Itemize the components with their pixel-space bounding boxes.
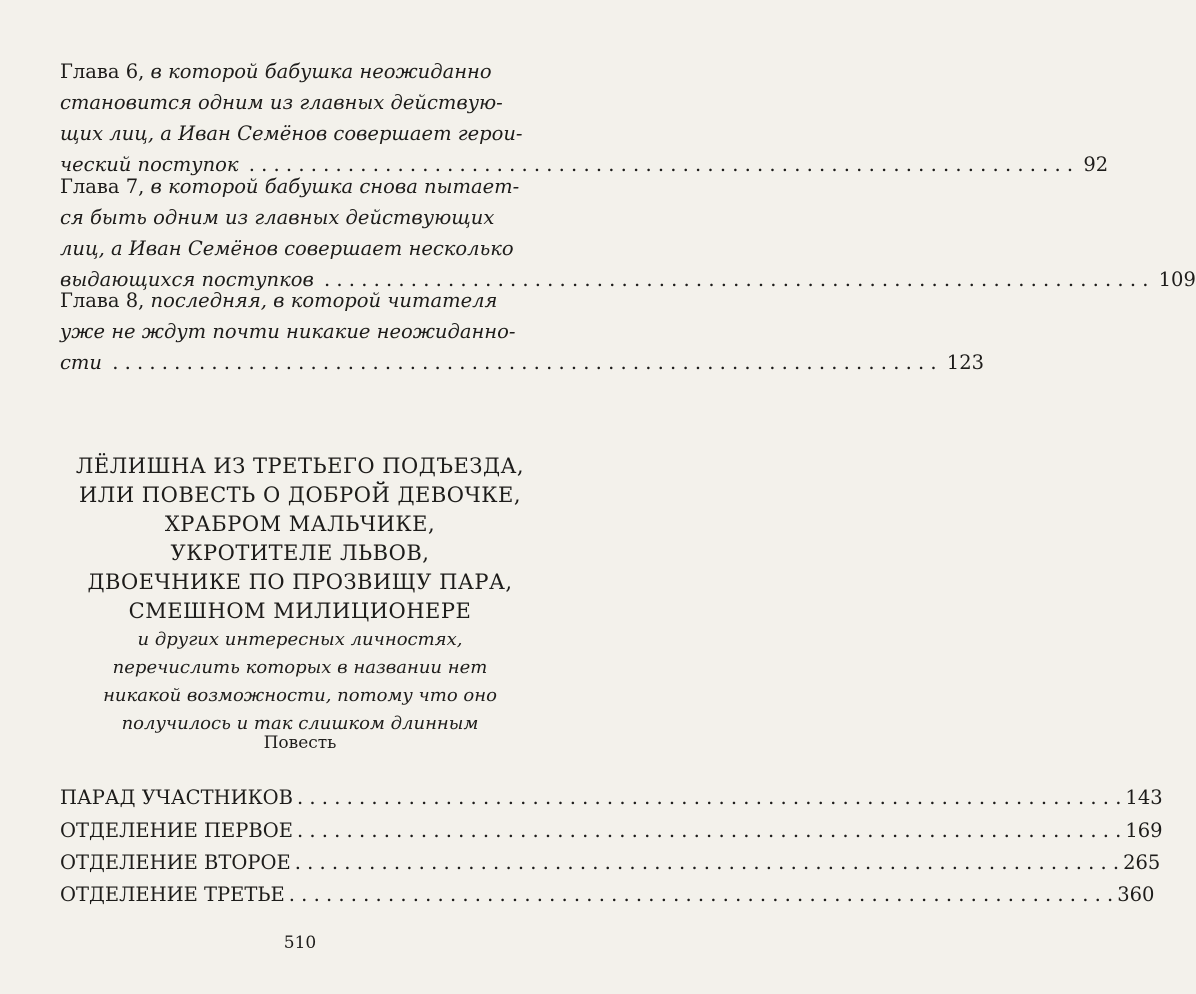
genre-label: Повесть xyxy=(263,733,337,753)
chapter-label: Глава 8, xyxy=(60,289,145,312)
toc-entry-part[interactable] xyxy=(60,817,1163,845)
title-line: ХРАБРОМ МАЛЬЧИКЕ, xyxy=(164,512,436,536)
page-ref: 143 xyxy=(1125,786,1163,809)
work-title xyxy=(40,452,560,738)
chapter-text: последняя, в которой читателя xyxy=(150,289,498,312)
toc-line: становится одним из главных действую- xyxy=(60,91,503,114)
page-number: 510 xyxy=(283,933,317,953)
subtitle-line: никакой возможности, потому что оно xyxy=(103,685,497,706)
toc-line xyxy=(60,171,544,202)
title-line: СМЕШНОМ МИЛИЦИОНЕРЕ xyxy=(128,599,472,623)
part-label: ОТДЕЛЕНИЕ ПЕРВОЕ xyxy=(60,819,293,842)
toc-entry-part[interactable] xyxy=(60,849,1161,877)
dot-leader xyxy=(289,881,1113,909)
dot-leader xyxy=(297,817,1121,845)
chapter-text: в которой бабушка снова пытает- xyxy=(150,175,520,198)
toc-entry-part[interactable] xyxy=(60,784,1163,812)
toc-entry-part[interactable] xyxy=(60,881,1155,909)
toc-entry-chapter-6[interactable] xyxy=(60,56,1109,180)
dot-leader xyxy=(112,351,936,374)
title-line: УКРОТИТЕЛЕ ЛЬВОВ, xyxy=(170,541,430,565)
page-ref: 169 xyxy=(1125,819,1163,842)
chapter-label: Глава 7, xyxy=(60,175,145,198)
toc-line: лиц, а Иван Семёнов совершает несколько xyxy=(60,237,514,260)
subtitle-line: перечислить которых в названии нет xyxy=(112,657,488,678)
dot-leader xyxy=(297,784,1121,812)
toc-entry-chapter-7[interactable] xyxy=(60,171,1196,295)
part-label: ОТДЕЛЕНИЕ ТРЕТЬЕ xyxy=(60,883,285,906)
chapter-label: Глава 6, xyxy=(60,60,145,83)
toc-line: щих лиц, а Иван Семёнов совершает герои- xyxy=(60,122,523,145)
page-ref: 265 xyxy=(1123,851,1161,874)
toc-line xyxy=(60,56,544,87)
subtitle-line: и других интересных личностях, xyxy=(137,629,463,650)
page-ref: 360 xyxy=(1117,883,1155,906)
chapter-text: ческий поступок xyxy=(60,153,239,176)
title-line: ИЛИ ПОВЕСТЬ О ДОБРОЙ ДЕВОЧКЕ, xyxy=(78,483,521,507)
title-line: ЛЁЛИШНА ИЗ ТРЕТЬЕГО ПОДЪЕЗДА, xyxy=(75,454,525,478)
page-ref: 123 xyxy=(946,351,985,374)
toc-line: уже не ждут почти никакие неожиданно- xyxy=(60,320,516,343)
page-ref: 109 xyxy=(1158,268,1196,291)
toc-line: ся быть одним из главных действующих xyxy=(60,206,495,229)
chapter-text: сти xyxy=(60,351,102,374)
dot-leader xyxy=(295,849,1119,877)
subtitle-line: получилось и так слишком длинным xyxy=(121,713,479,734)
chapter-text: в которой бабушка неожиданно xyxy=(150,60,492,83)
title-line: ДВОЕЧНИКЕ ПО ПРОЗВИЩУ ПАРА, xyxy=(87,570,513,594)
toc-entry-chapter-8[interactable] xyxy=(60,285,985,378)
part-label: ПАРАД УЧАСТНИКОВ xyxy=(60,786,293,809)
chapter-text: выдающихся поступков xyxy=(60,268,314,291)
part-label: ОТДЕЛЕНИЕ ВТОРОЕ xyxy=(60,851,291,874)
toc-line xyxy=(60,285,544,316)
toc-leader-line xyxy=(60,347,985,378)
page-ref: 92 xyxy=(1083,153,1109,176)
